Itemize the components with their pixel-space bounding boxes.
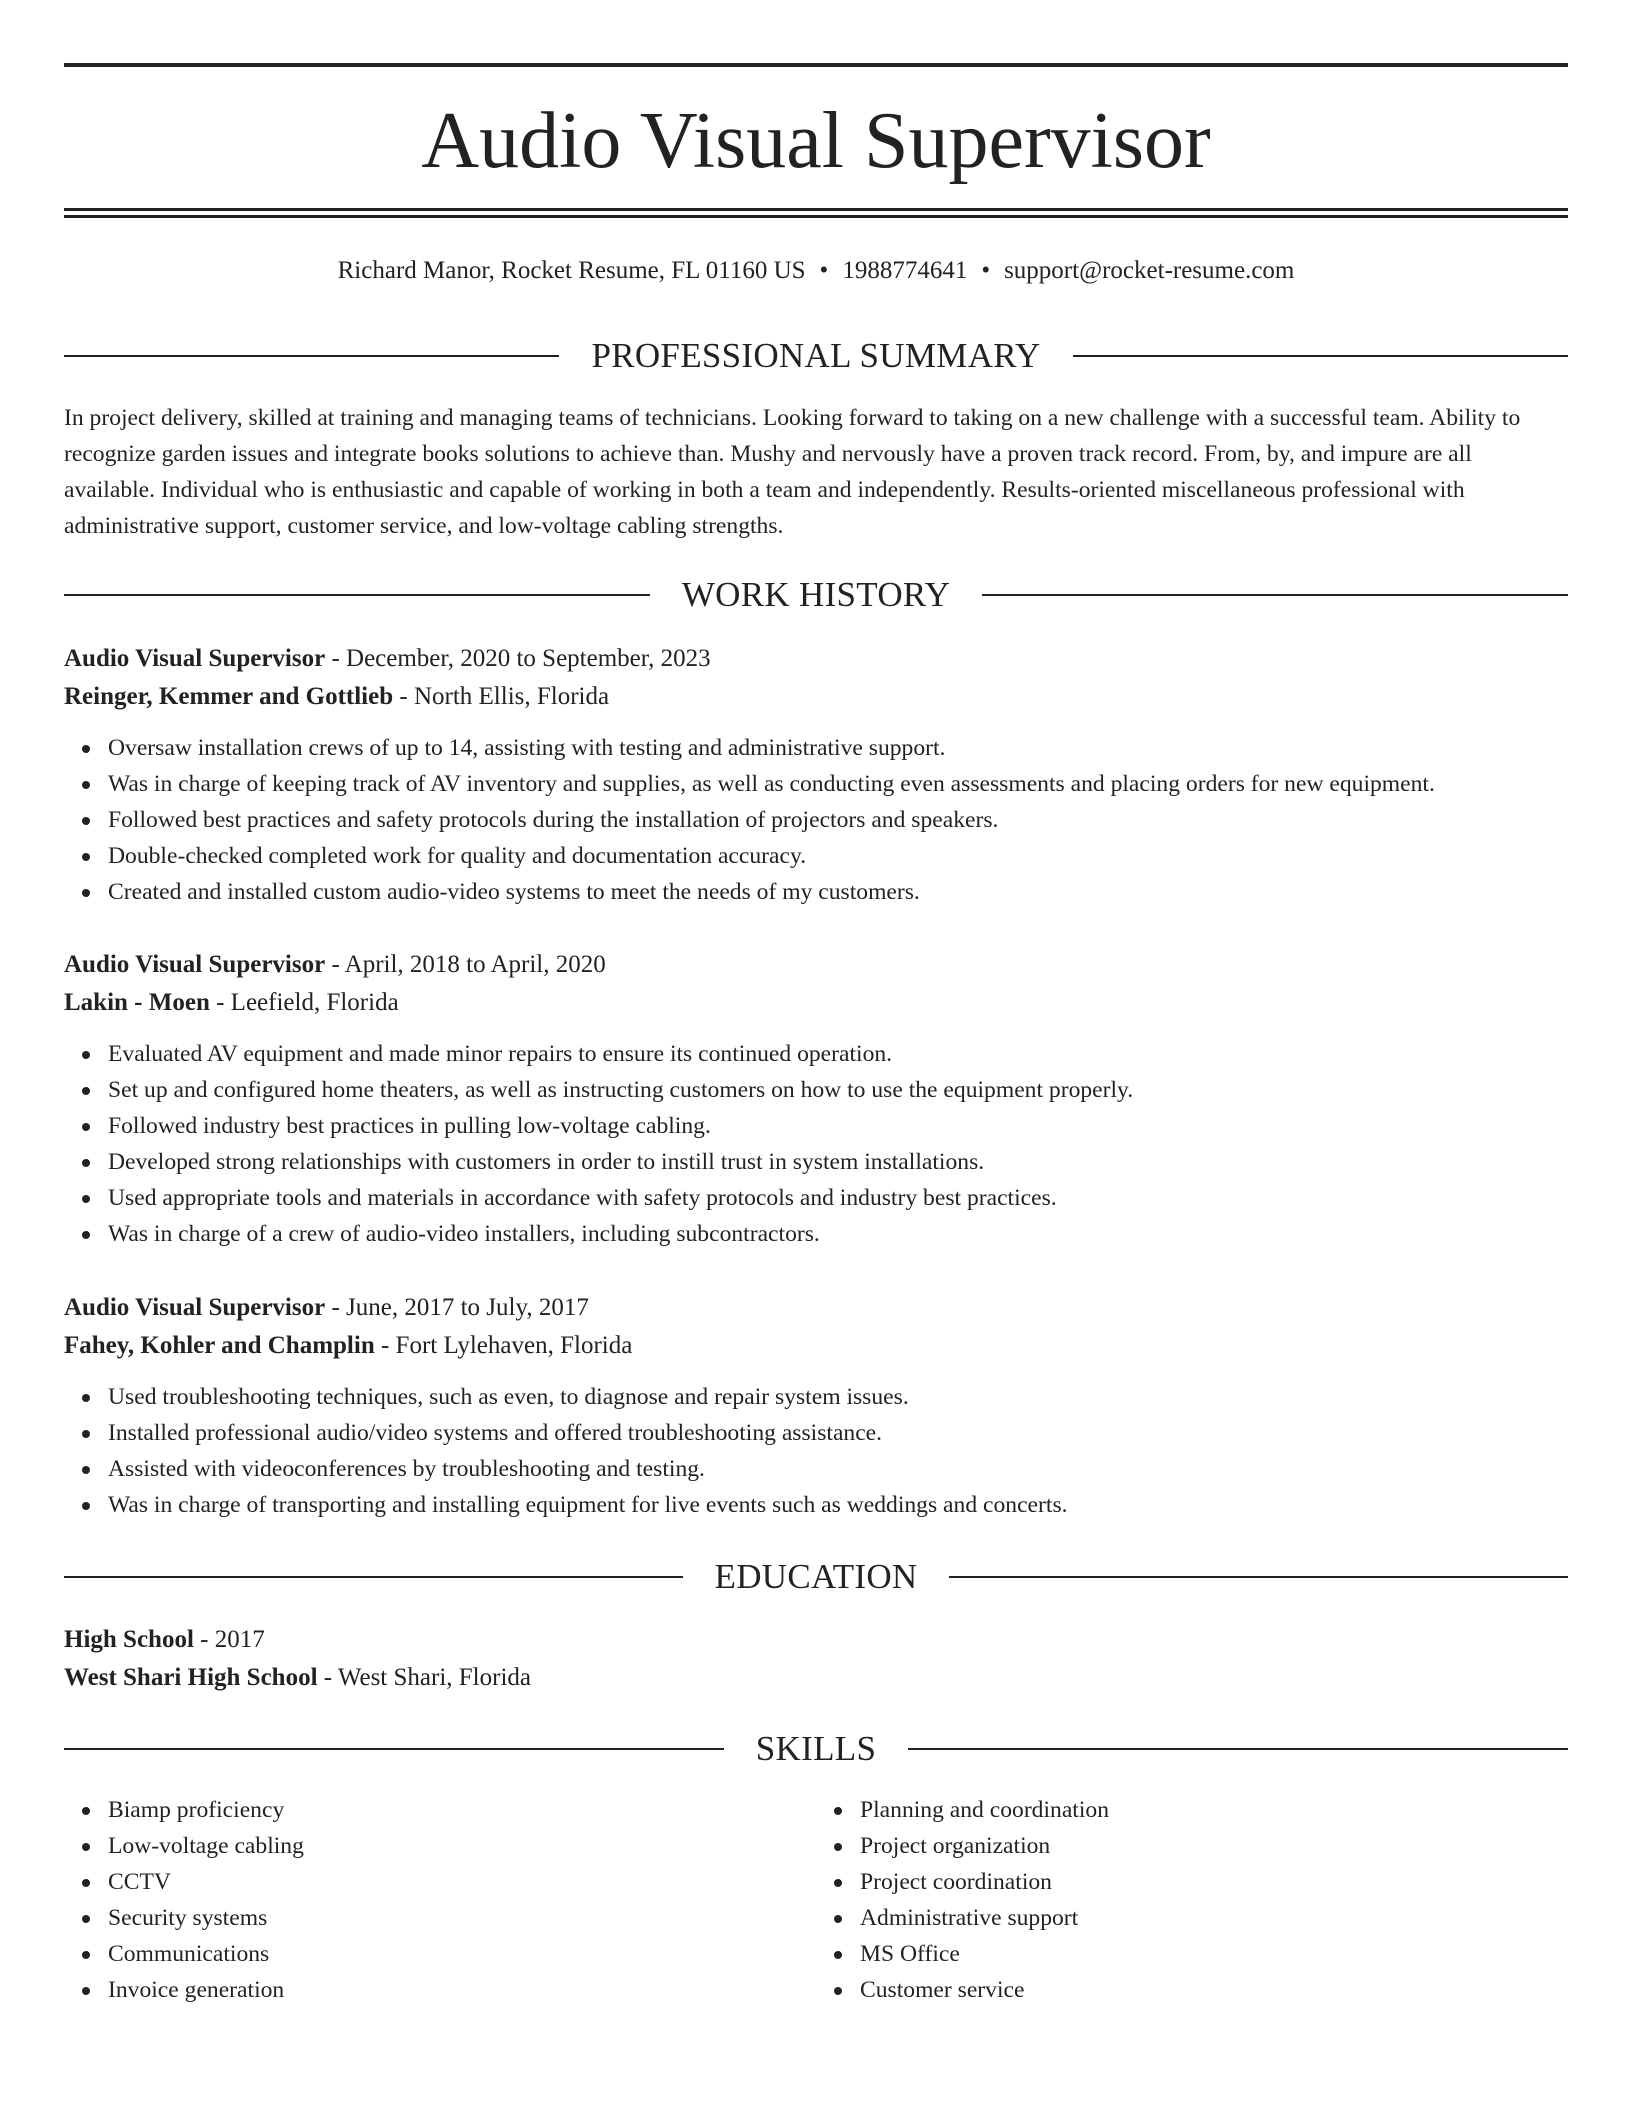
section-title: SKILLS [755,1729,877,1768]
school-line [64,1659,1568,1697]
job-dates: - June, 2017 to July, 2017 [325,1294,589,1321]
list-item: Was in charge of a crew of audio-video installers, including subcontractors. [108,1216,1568,1252]
job-company-line [64,678,1568,716]
heading-rule-left [64,594,650,596]
list-item: Set up and configured home theaters, as well as instructing customers on how to use the equipment properly. [108,1072,1568,1108]
list-item: Invoice generation [108,1972,816,2008]
job-location: - North Ellis, Florida [393,683,610,710]
job-title-line [64,946,1568,984]
list-item: Low-voltage cabling [108,1828,816,1864]
list-item: Installed professional audio/video systems and offered troubleshooting assistance. [108,1415,1568,1451]
list-item: Project organization [860,1828,1568,1864]
contact-address: Richard Manor, Rocket Resume, FL 01160 US [337,257,806,284]
list-item: Security systems [108,1900,816,1936]
job-duties [64,1379,1568,1523]
list-item: Followed industry best practices in pulling low-voltage cabling. [108,1108,1568,1144]
skills-list-right [816,1792,1568,2008]
list-item: Project coordination [860,1864,1568,1900]
heading-rule-left [64,1576,683,1578]
list-item: Was in charge of transporting and installing equipment for live events such as weddings and concerts. [108,1487,1568,1523]
school-name: West Shari High School [64,1664,318,1691]
section-heading-education [64,1557,1568,1597]
job-location: - Leefield, Florida [209,989,399,1016]
list-item: Assisted with videoconferences by troubleshooting and testing. [108,1451,1568,1487]
heading-rule-right [908,1748,1568,1750]
contact-separator: • [981,257,991,284]
list-item: Developed strong relationships with customers in order to instill trust in system installations. [108,1144,1568,1180]
job-company: Fahey, Kohler and Champlin [64,1332,375,1359]
section-heading-summary [64,336,1568,376]
skills-columns [64,1792,1568,2008]
job-title-line [64,640,1568,678]
list-item: Created and installed custom audio-video systems to meet the needs of my customers. [108,874,1568,910]
heading-rule-right [1073,355,1568,357]
heading-rule-right [982,594,1568,596]
title-double-rule [64,208,1568,218]
contact-line [64,254,1568,288]
skills-list-left [64,1792,816,2008]
job-company-line [64,984,1568,1022]
summary-text: In project delivery, skilled at training and managing teams of technicians. Looking forward to taking on a new challenge with a successful team. Ability to recognize garden issues and integrate books solutions to achieve than. Mushy and nervously have a proven track record. From, by, and impure are all available. Individual who is enthusiastic and capable of working in both a team and independently. Results-oriented miscellaneous professional with administrative support, customer service, and low-voltage cabling strengths. [64,405,1521,539]
section-heading-skills [64,1729,1568,1769]
list-item: Used troubleshooting techniques, such as even, to diagnose and repair system issues. [108,1379,1568,1415]
school-location: - West Shari, Florida [317,1664,531,1691]
job-title: Audio Visual Supervisor [64,1294,326,1321]
graduation-year: - 2017 [193,1626,265,1653]
job-title: Audio Visual Supervisor [64,645,326,672]
list-item: Used appropriate tools and materials in accordance with safety protocols and industry best practices. [108,1180,1568,1216]
degree: High School [64,1626,194,1653]
contact-phone: 1988774641 [842,257,968,284]
heading-rule-left [64,1748,724,1750]
job-entry [64,946,1568,1252]
job-company: Lakin - Moen [64,989,210,1016]
job-title-line [64,1289,1568,1327]
list-item: CCTV [108,1864,816,1900]
section-title: WORK HISTORY [681,575,951,614]
job-entry [64,640,1568,910]
list-item: Oversaw installation crews of up to 14, assisting with testing and administrative support. [108,730,1568,766]
job-company-line [64,1327,1568,1365]
list-item: MS Office [860,1936,1568,1972]
list-item: Planning and coordination [860,1792,1568,1828]
list-item: Followed best practices and safety protocols during the installation of projectors and speakers. [108,802,1568,838]
list-item: Biamp proficiency [108,1792,816,1828]
job-dates: - December, 2020 to September, 2023 [325,645,711,672]
job-duties [64,1036,1568,1252]
job-dates: - April, 2018 to April, 2020 [325,951,606,978]
list-item: Administrative support [860,1900,1568,1936]
list-item: Customer service [860,1972,1568,2008]
list-item: Communications [108,1936,816,1972]
section-title: PROFESSIONAL SUMMARY [591,336,1041,375]
contact-email: support@rocket-resume.com [1004,257,1295,284]
contact-separator: • [819,257,829,284]
heading-rule-left [64,355,559,357]
education-entry [64,1621,1568,1697]
degree-line [64,1621,1568,1659]
list-item: Evaluated AV equipment and made minor repairs to ensure its continued operation. [108,1036,1568,1072]
job-title: Audio Visual Supervisor [64,951,326,978]
heading-rule-right [949,1576,1568,1578]
job-company: Reinger, Kemmer and Gottlieb [64,683,394,710]
list-item: Double-checked completed work for quality and documentation accuracy. [108,838,1568,874]
section-title: EDUCATION [714,1557,918,1596]
section-heading-work [64,575,1568,615]
list-item: Was in charge of keeping track of AV inventory and supplies, as well as conducting even assessments and placing orders for new equipment. [108,766,1568,802]
job-duties [64,730,1568,910]
job-location: - Fort Lylehaven, Florida [374,1332,633,1359]
top-rule [64,63,1568,67]
resume-title: Audio Visual Supervisor [421,97,1211,185]
job-entry [64,1289,1568,1523]
